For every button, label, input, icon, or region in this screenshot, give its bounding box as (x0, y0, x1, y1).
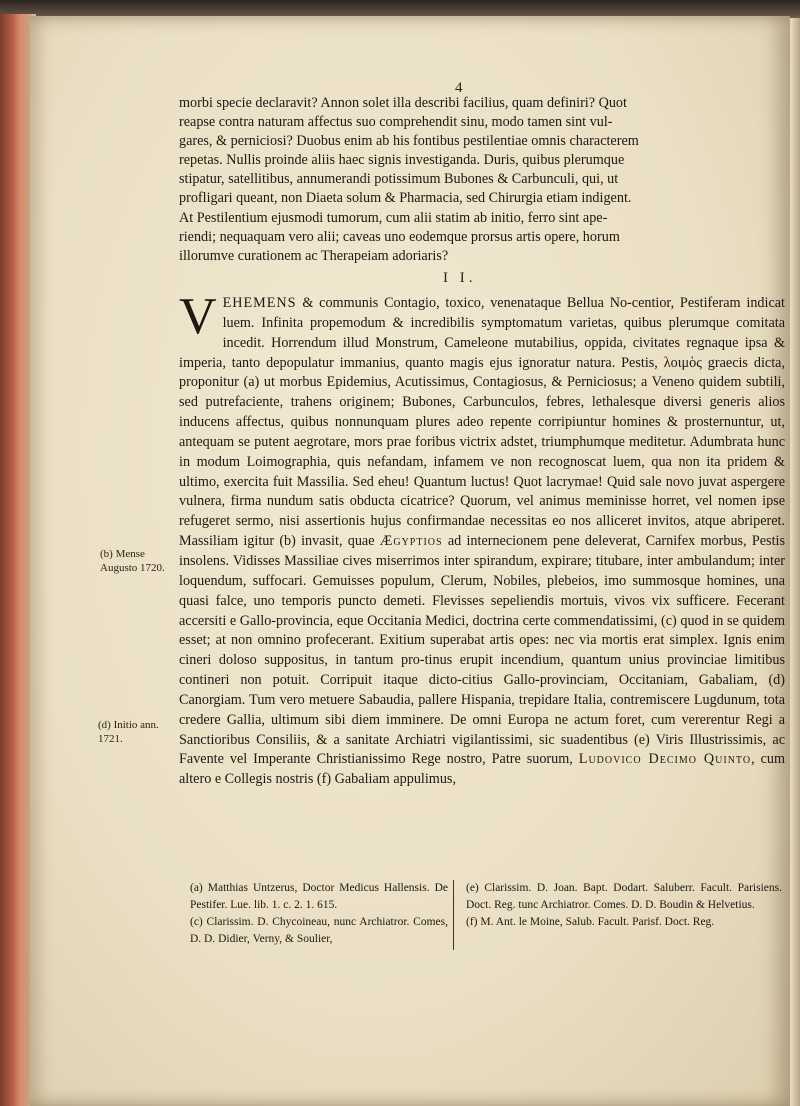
text-line: riendi; nequaquam vero alii; caveas uno eodemque prorsus artis opere, horum (179, 228, 620, 245)
footnote-f: (f) M. Ant. le Moine, Salub. Facult. Parisf. Doct. Reg. (466, 916, 715, 928)
text-line: stipatur, satellitibus, annumerandi potissimum Bubones & Carbunculi, qui, ut (179, 171, 619, 188)
main-paragraph (179, 288, 785, 790)
margin-note-d: (d) Initio ann. 1721. (98, 719, 159, 745)
text-line: gares, & perniciosi? Duobus enim ab his fontibus pestilentiae omnis characterem (179, 133, 639, 150)
margin-note-b: (b) Mense Augusto 1720. (100, 548, 165, 574)
text-line: At Pestilentium ejusmodi tumorum, cum alii statim ab initio, ferro sint ape- (179, 209, 608, 226)
aegyptios-word: Ægyptios (379, 533, 443, 550)
paragraph-text-end: , cum altero e Collegis nostris (f) Gabaliam appulimus, (179, 751, 785, 788)
text-line: reapse contra naturam affectus suo comprehendit sinu, modo tamen sint vul- (179, 114, 613, 131)
footnotes-right-column (466, 880, 782, 931)
text-line: repetas. Nullis proinde aliis haec signis investiganda. Duris, quibus plerumque (179, 152, 625, 169)
page-number: 4 (455, 80, 463, 96)
footnote-divider (453, 880, 454, 950)
text-line: illorumve curationem ac Therapeiam adoriaris? (179, 247, 449, 264)
paragraph-text-continued: ad internecionem pene deleverat, Carnifex morbus, Pestis insolens. Vidisses Massiliae cives miserrimos inter spirandum, expirare; titubare, inter ambulandum; inter loquendum, suffocari. Gemuisses populum, Clerum, Nobiles, plebeios, imo summosque homines, una quasi falce, uno temporis puncto demeti. Flevisses sepeliendis mortuis, vivos vix sufficere. Fecerant accersiti e Gallo-provincia, eque Occitania Medici, doctrina certe commendatissimi, (c) quod in se quidem esset; at non omnino profecerant. Exitium superabat artis opes: nec via mortis erat simplex. Ignis enim cineri doloso suppositus, in tantum pro-tinus erupit incendium, quantum unius provinciae limitibus contineri non potuit. Corripuit itaque dicto-citius Gallo-provinciam, Occitaniam, Gabaliam, (d) Canorgiam. Tum vero metuere Sabaudia, pallere Hispania, trepidare Italia, contremiscere Lugdunum, tota credere Gallia, ultimum sibi diem imminere. De omni Europa ne actum foret, cum vererentur Regi a Sanctioribus Consiliis, & a sanitate Archiatri vigilantissimi, sic suadentibus (e) Viris Illustrissimis, ac Favente vel Imperante Christianissimo Rege nostro, Patre suorum, (179, 533, 785, 768)
footnotes-left-column (190, 880, 448, 948)
paragraph-text: & communis Contagio, toxico, venenataque Bellua No-centior, Pestiferam indicat luem. Infinita propemodum & incredibilis symptomatum varietas, quibus plerumque comitata incedit. Horrendum illud Monstrum, Cameleone mutabilius, oppida, civitates regnaque ipsa & imperia, tanto depopulatur immanius, quanto magis ejus ignoratur natura. Pestis, λοιμὸς graecis dicta, proponitur (a) ut morbus Epidemius, Acutissimus, Contagiosus, & Perniciosus; a Veneno quidem subtili, sed putrefaciente, trahens originem; Bubones, Carbunculos, febres, lethalesque diversi generis alios inducens affectus, quibus nonnunquam plures adeo repente corripiuntur homines & prosternuntur, ut, antequam se putent aegrotare, mors prae foribus victrix adstet, triumphumque meditetur. Adumbrata hunc in modum Loimographia, quis nefandam, infamem ve non recognoscat luem, qua non ita pridem & ultimo, exercita fuit Massilia. Sed eheu! Quantum luctus! Quot lacrymae! Quid sale novo juvat aspergere vulnera, firma nundum satis obducta cicatrice? Quorum, vel animus meminisse horret, vel nomen ipse refugeret sermo, nisi assertionis hujus confirmandae necessitas eo nos alliceret invitos, atque abriperet. Massiliam igitur (b) invasit, quae (179, 295, 785, 550)
section-heading: I I. (443, 270, 477, 286)
drop-cap: V (179, 288, 217, 345)
footnote-a: (a) Matthias Untzerus, Doctor Medicus Hallensis. De Pestifer. Lue. lib. 1. c. 2. 1. 615. (190, 882, 448, 911)
opening-word: EHEMENS (222, 295, 297, 311)
king-name: Ludovico Decimo Quinto (578, 751, 752, 768)
footnote-e: (e) Clarissim. D. Joan. Bapt. Dodart. Saluberr. Facult. Parisiens. Doct. Reg. tunc Archiatror. Comes. D. D. Boudin & Helvetius. (466, 882, 782, 911)
intro-paragraph (179, 94, 785, 266)
footnote-c: (c) Clarissim. D. Chycoineau, nunc Archiatror. Comes, D. D. Didier, Verny, & Soulier, (190, 916, 448, 945)
text-line: profligari queant, non Diaeta solum & Pharmacia, sed Chirurgia etiam indigent. (179, 190, 632, 207)
text-line: morbi specie declaravit? Annon solet illa describi facilius, quam definiri? Quot (179, 95, 627, 111)
